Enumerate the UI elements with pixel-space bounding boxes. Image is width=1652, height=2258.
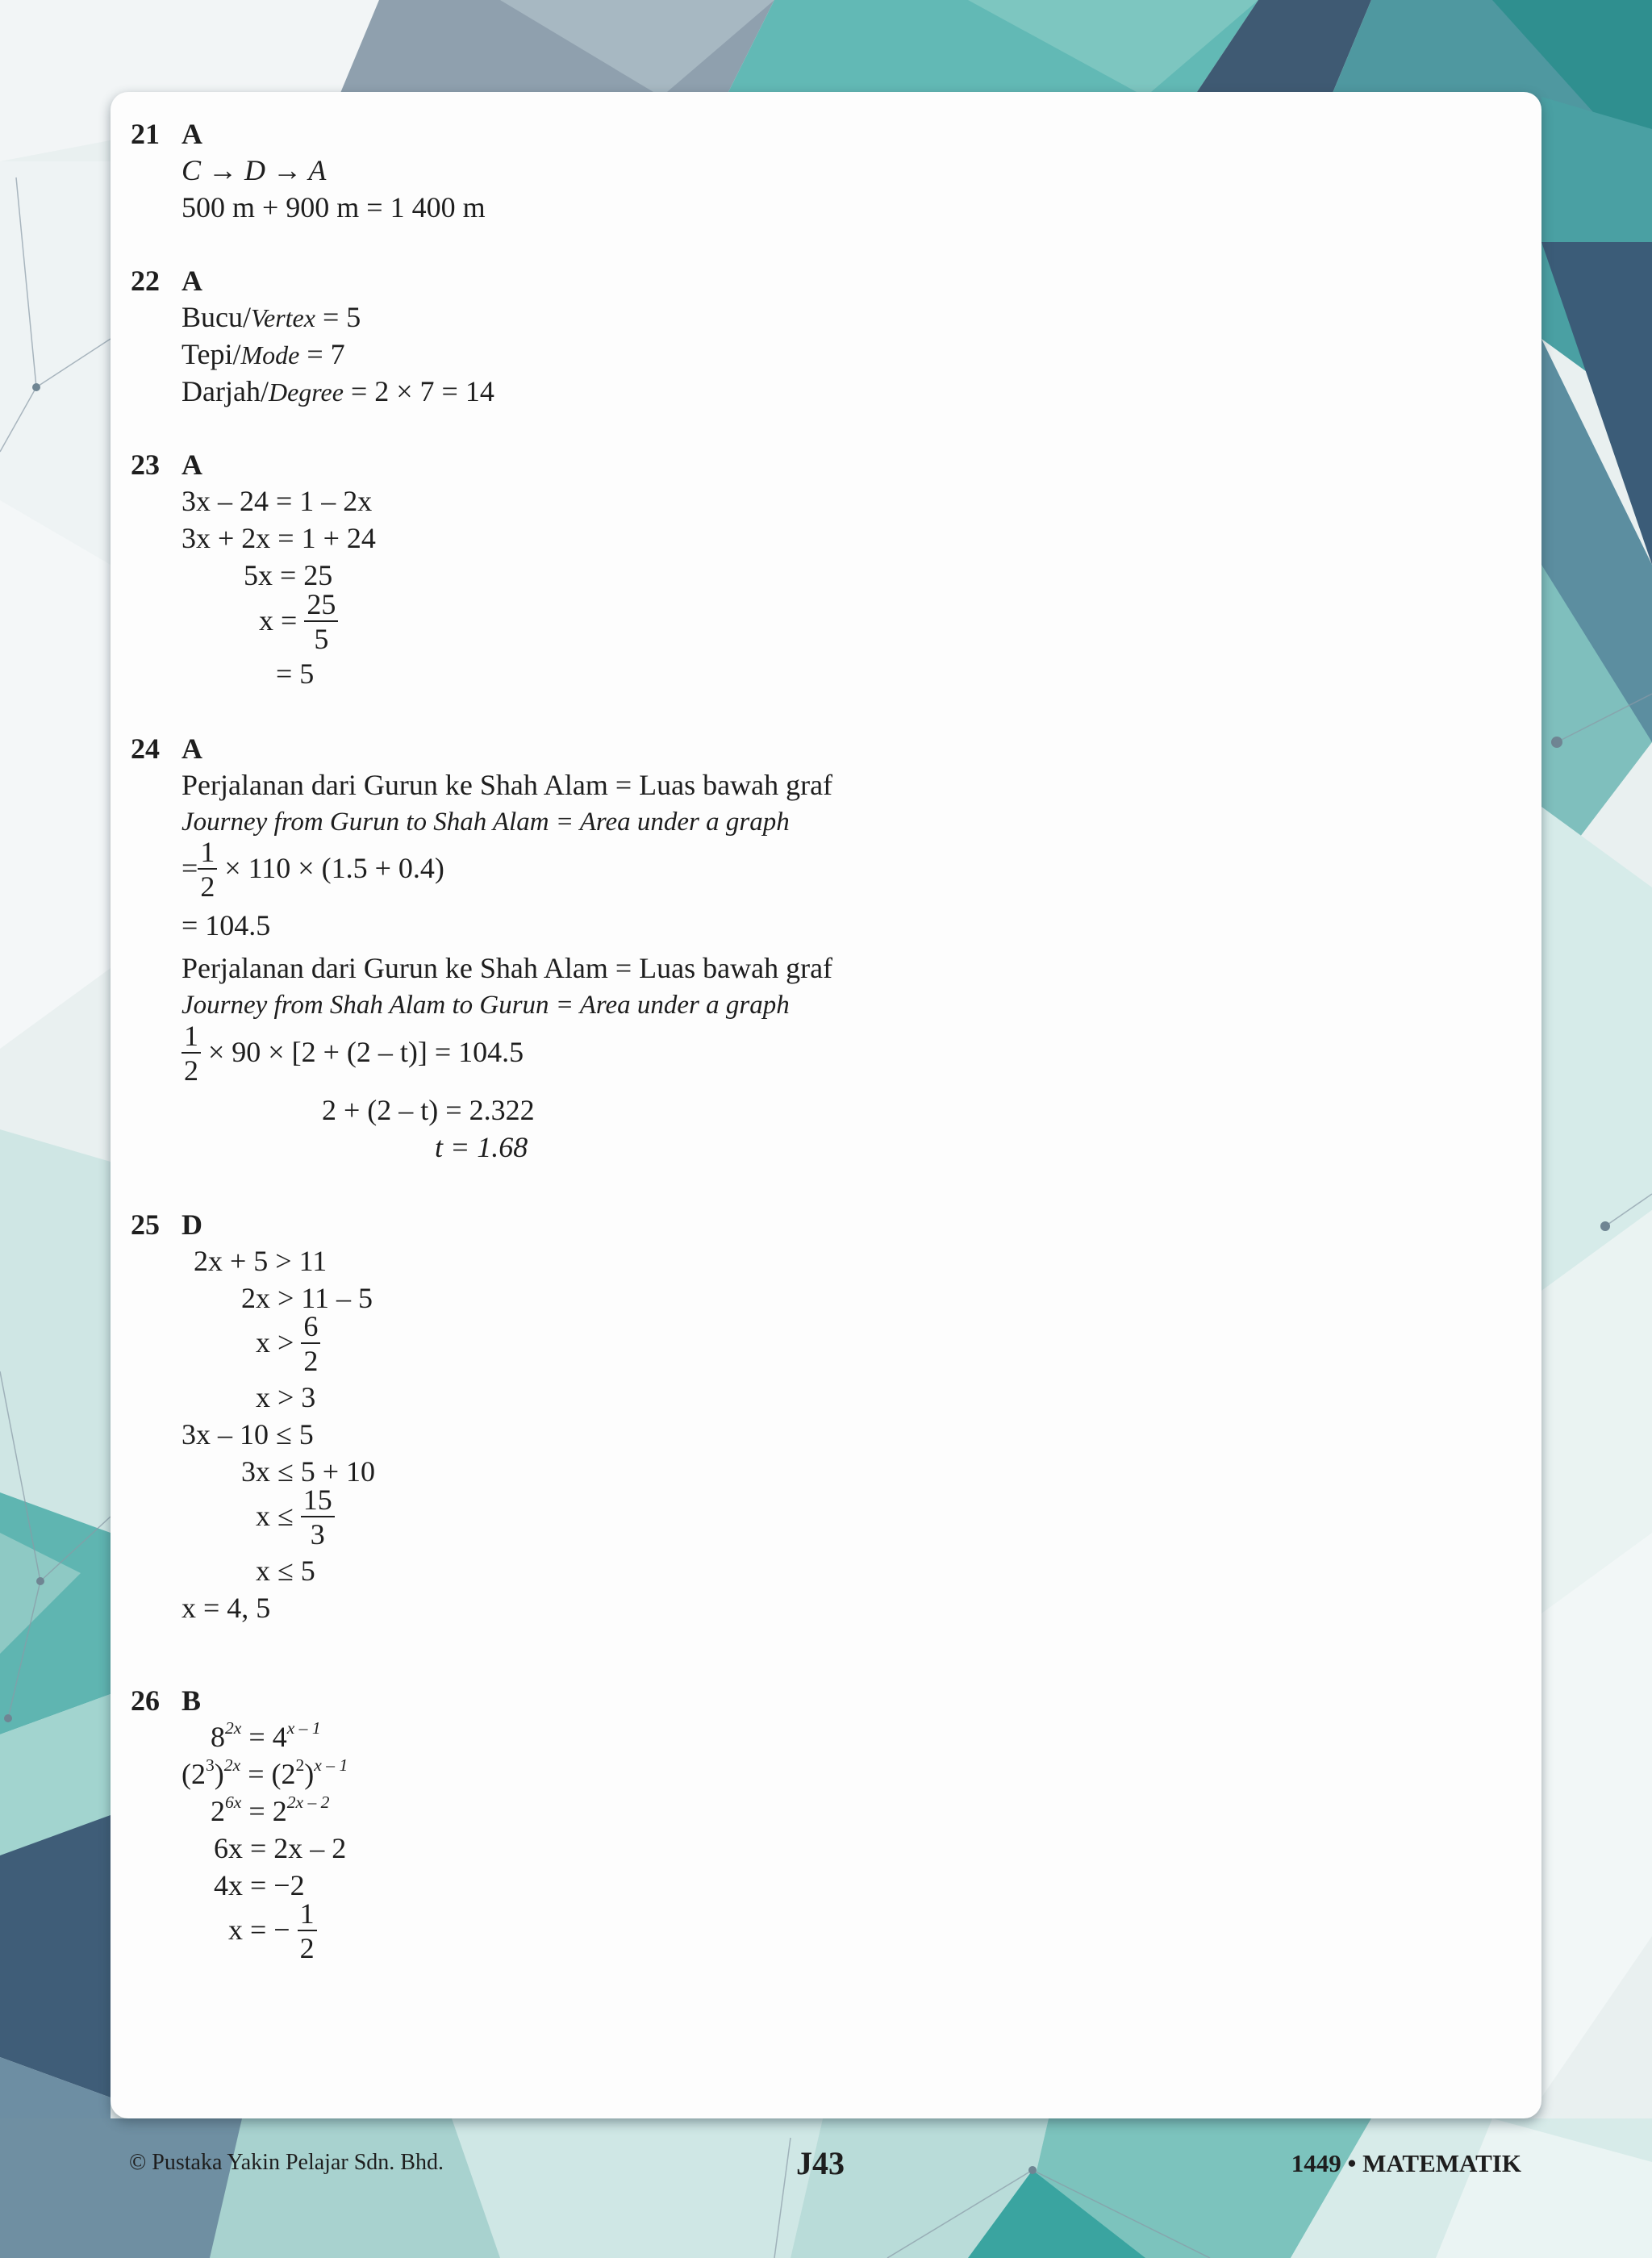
question-number: 23 (131, 449, 160, 481)
answer-card (111, 92, 1541, 2118)
answer-letter: B (181, 1684, 202, 1717)
result-line: = 5 (276, 657, 315, 690)
answer-letter: A (181, 265, 202, 297)
exponent-line: $(2^3)^{2x} = (2^2)^{x - 1}$ (181, 1755, 348, 1790)
exponent-line: $2^{6x} = 2^{2x - 2}$ (211, 1792, 330, 1827)
equation-line: 2 + (2 – t) = 2.322 (322, 1094, 535, 1126)
answer-letter: A (181, 449, 202, 481)
fraction: $\frac{25}{5}$ (304, 590, 338, 653)
area-calculation: $\frac{1}{2}$ × 90 × [2 + (2 – t)] = 104.5 (181, 1023, 524, 1087)
statement-malay: Perjalanan dari Gurun ke Shah Alam = Luas bawah graf (181, 769, 833, 801)
page-number: J43 (796, 2145, 845, 2181)
equation-line: 4x = −2 (214, 1869, 305, 1901)
equation-line: 5x = 25 (244, 559, 333, 591)
fraction: $\frac{1}{2}$ (181, 1021, 201, 1085)
inequality-line: x ≤ 5 (256, 1555, 315, 1587)
fraction: $\frac{6}{2}$ (301, 1312, 320, 1375)
equation-line: 3x + 2x = 1 + 24 (181, 522, 376, 554)
result-line: = 104.5 (181, 909, 271, 941)
copyright-text: © Pustaka Yakin Pelajar Sdn. Bhd. (129, 2150, 444, 2175)
vertex-line: Bucu/Vertex = 5 (181, 301, 361, 333)
result-line: t = 1.68 (435, 1131, 528, 1163)
route-line: C → D → A (181, 154, 327, 186)
inequality-line: 2x > 11 – 5 (241, 1282, 373, 1314)
result-line: x = 4, 5 (181, 1592, 271, 1624)
equation-line: 6x = 2x – 2 (214, 1832, 347, 1864)
inequality-line: 3x – 10 ≤ 5 (181, 1418, 314, 1450)
fraction-line: x = − $\frac{1}{2}$ (228, 1901, 317, 1964)
equation-line: 3x – 24 = 1 – 2x (181, 485, 373, 517)
degree-line: Darjah/Degree = 2 × 7 = 14 (181, 375, 494, 407)
fraction: $\frac{1}{2}$ (198, 837, 217, 901)
fraction-line: x = $\frac{25}{5}$ (259, 591, 338, 655)
question-number: 26 (131, 1684, 160, 1717)
inequality-line: 3x ≤ 5 + 10 (241, 1455, 376, 1488)
inequality-line: 2x + 5 > 11 (194, 1245, 327, 1277)
fraction: $\frac{1}{2}$ (298, 1899, 317, 1963)
answer-letter: A (181, 732, 202, 765)
distance-line: 500 m + 900 m = 1 400 m (181, 191, 486, 223)
fraction-line: x ≤ $\frac{15}{3}$ (256, 1487, 335, 1551)
statement-english: Journey from Shah Alam to Gurun = Area under a graph (181, 991, 790, 1020)
area-calculation: = $\frac{1}{2}$ × 110 × (1.5 + 0.4) (181, 836, 444, 903)
fraction: $\frac{15}{3}$ (301, 1485, 335, 1549)
statement-malay: Perjalanan dari Gurun ke Shah Alam = Luas bawah graf (181, 952, 833, 984)
fraction-line: x > $\frac{6}{2}$ (256, 1313, 320, 1377)
inequality-line: x > 3 (256, 1381, 316, 1413)
answer-letter: D (181, 1208, 202, 1241)
subject-code: 1449 • MATEMATIK (1291, 2149, 1521, 2177)
question-number: 24 (131, 732, 160, 765)
question-number: 21 (131, 118, 160, 150)
edge-line: Tepi/Mode = 7 (181, 338, 345, 370)
question-number: 25 (131, 1208, 160, 1241)
statement-english: Journey from Gurun to Shah Alam = Area under a graph (181, 808, 790, 837)
exponent-line: $8^{2x} = 4^{x - 1}$ (211, 1717, 321, 1753)
answer-letter: A (181, 118, 202, 150)
question-number: 22 (131, 265, 160, 297)
